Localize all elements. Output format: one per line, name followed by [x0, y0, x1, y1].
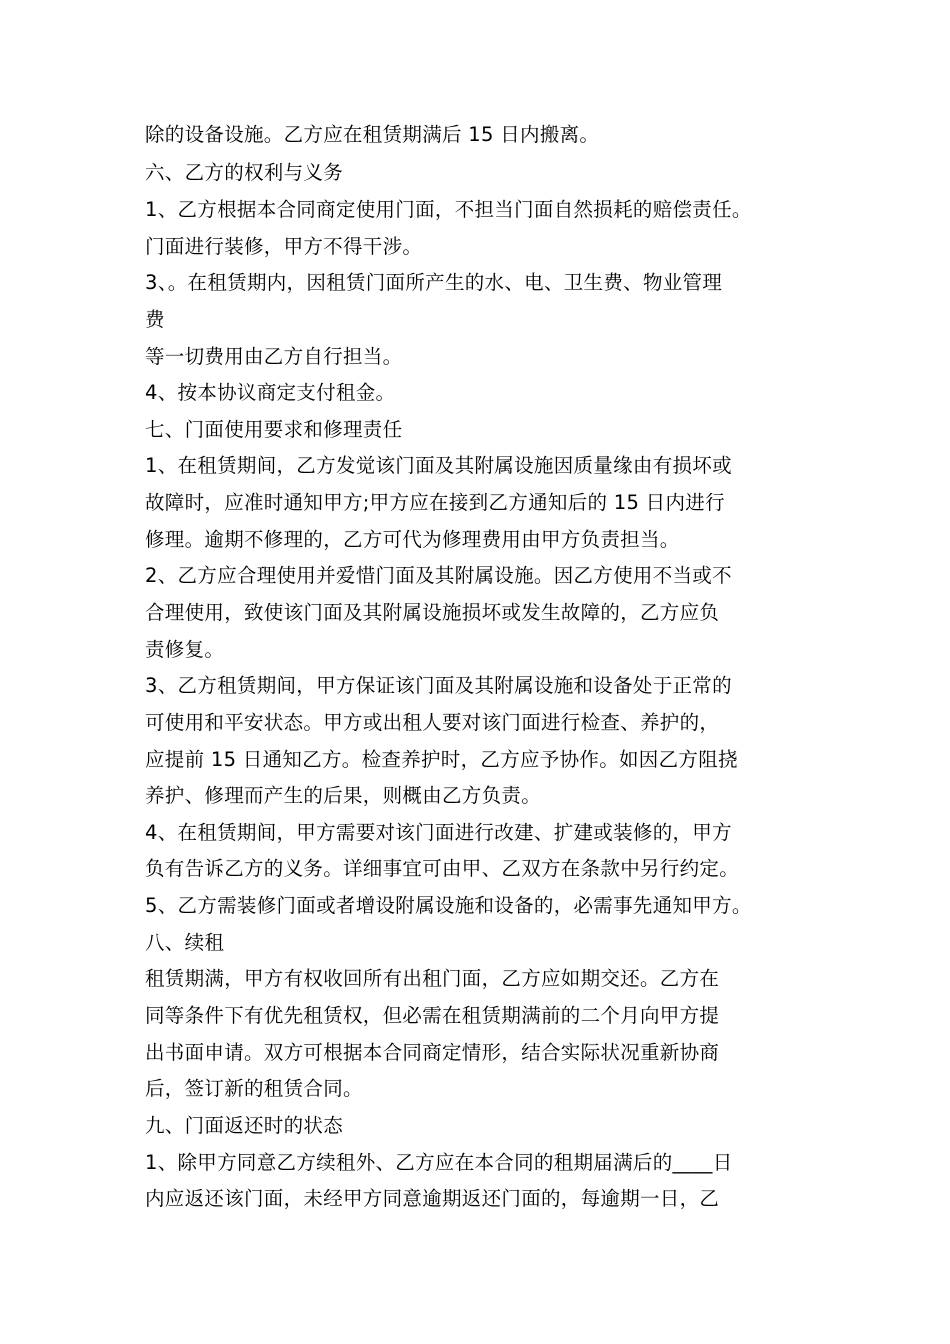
text-line: 内应返还该门面，未经甲方同意逾期返还门面的，每逾期一日，乙 [145, 1187, 720, 1210]
text-line: 养护、修理而产生的后果，则概由乙方负责。 [145, 784, 542, 807]
text-line: 门面进行装修，甲方不得干涉。 [145, 235, 423, 258]
text-line: 修理。逾期不修理的，乙方可代为修理费用由甲方负责担当。 [145, 528, 680, 551]
text-line: 1、乙方根据本合同商定使用门面，不担当门面自然损耗的赔偿责任。 [145, 198, 752, 221]
text-line: 责修复。 [145, 638, 225, 661]
text-line: 合理使用，致使该门面及其附属设施损坏或发生故障的，乙方应负 [145, 601, 720, 624]
text-line: 应提前 15 日通知乙方。检查养护时，乙方应予协作。如因乙方阻挠 [145, 748, 738, 771]
text-line: 后，签订新的租赁合同。 [145, 1077, 363, 1100]
section-heading: 八、续租 [145, 931, 225, 954]
text-line: 1、在租赁期间，乙方发觉该门面及其附属设施因质量缘由有损坏或 [145, 454, 732, 477]
text-line: 可使用和平安状态。甲方或出租人要对该门面进行检查、养护的， [145, 711, 720, 734]
text-line: 同等条件下有优先租赁权，但必需在租赁期满前的二个月向甲方提 [145, 1004, 720, 1027]
section-heading: 六、乙方的权利与义务 [145, 161, 344, 184]
text-line: 3、乙方租赁期间，甲方保证该门面及其附属设施和设备处于正常的 [145, 674, 732, 697]
text-line: 1、除甲方同意乙方续租外、乙方应在本合同的租期届满后的____日 [145, 1151, 733, 1174]
text-line: 故障时，应准时通知甲方;甲方应在接到乙方通知后的 15 日内进行 [145, 491, 725, 514]
text-line: 除的设备设施。乙方应在租赁期满后 15 日内搬离。 [145, 123, 600, 146]
text-line: 2、乙方应合理使用并爱惜门面及其附属设施。因乙方使用不当或不 [145, 564, 732, 587]
text-line: 4、按本协议商定支付租金。 [145, 381, 396, 404]
text-line: 3、。在租赁期内，因租赁门面所产生的水、电、卫生费、物业管理 [145, 271, 723, 294]
text-line: 负有告诉乙方的义务。详细事宜可由甲、乙双方在条款中另行约定。 [145, 857, 740, 880]
text-line: 费 [145, 308, 165, 331]
text-line: 出书面申请。双方可根据本合同商定情形，结合实际状况重新协商 [145, 1041, 720, 1064]
text-line: 5、乙方需装修门面或者增设附属设施和设备的，必需事先通知甲方。 [145, 894, 752, 917]
section-heading: 七、门面使用要求和修理责任 [145, 418, 403, 441]
section-heading: 九、门面返还时的状态 [145, 1114, 344, 1137]
text-line: 租赁期满，甲方有权收回所有出租门面，乙方应如期交还。乙方在 [145, 967, 720, 990]
text-line: 4、在租赁期间，甲方需要对该门面进行改建、扩建或装修的，甲方 [145, 821, 732, 844]
text-line: 等一切费用由乙方自行担当。 [145, 345, 403, 368]
